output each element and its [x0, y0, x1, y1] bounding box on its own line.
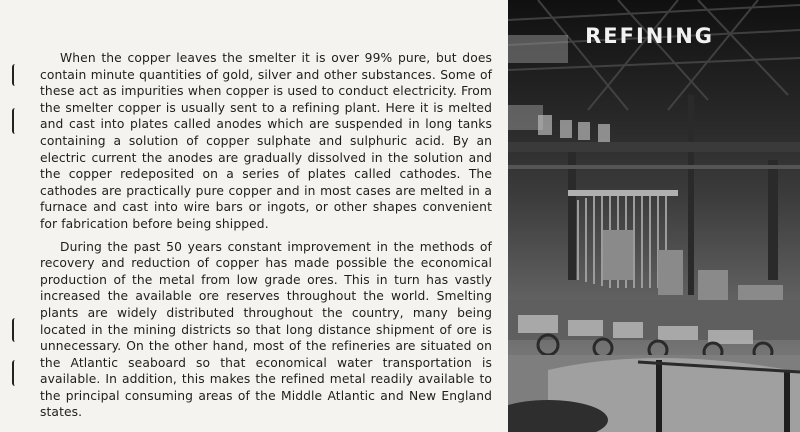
binding-mark: [12, 360, 19, 386]
binding-mark: [12, 64, 19, 86]
refinery-photo: [508, 0, 800, 432]
paragraph-smelter-refining: When the copper leaves the smelter it is over 99% pure, but does contain minute quantities of gold, silver and other substances. Some of these act as impurities when copper is used to conduct electricity. From the smelter copper is usually sent to a refining plant. Here it is melted and cast into plates called anodes which are suspended in long tanks containing a solution of copper sulphate and sulphuric acid. By an electric current the anodes are gradually dissolved in the solution and the copper redeposited on a series of plates called cathodes. The cathodes are practically pure copper and in most cases are melted in a furnace and cast into wire bars or ingots, or other shapes convenient for fabrication before being shipped.: [40, 51, 492, 231]
paragraph-improvement: During the past 50 years constant improvement in the methods of recovery and reduction of copper has made possible the economical production of the metal from low grade ores. This in turn has vastly increased the available ore reserves throughout the world. Smelting plants are widely distributed throughout the country, many being located in the mining districts so that long distance shipment of ore is unnecessary. On the other hand, most of the refineries are situated on the Atlantic seaboard so that economical water transportation is available. In addition, this makes the refined metal readily available to the principal consuming areas of the Middle Atlantic and New England states.: [40, 239, 492, 420]
body-text: [40, 50, 492, 421]
refinery-interior-photo: [508, 0, 800, 432]
binding-mark: [12, 108, 19, 134]
binding-mark: [12, 318, 19, 342]
section-title: REFINING: [585, 24, 714, 48]
